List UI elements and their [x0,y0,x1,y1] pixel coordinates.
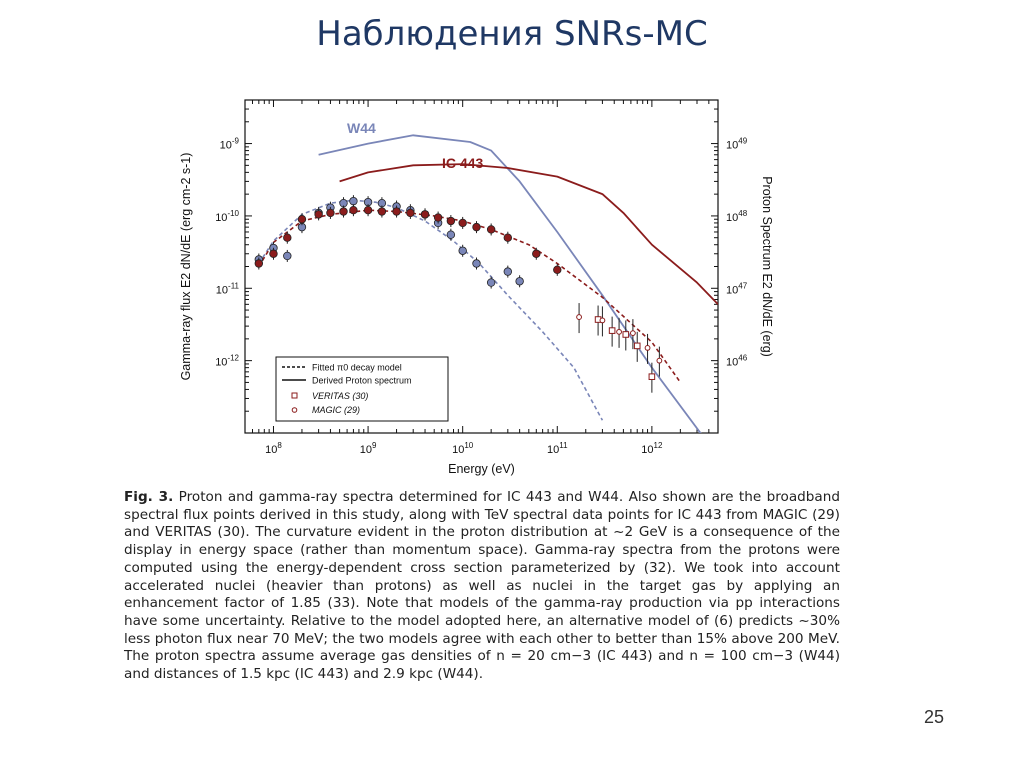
data-point-ic443 [284,234,292,242]
data-point-w44 [504,268,512,276]
veritas-point [634,343,640,349]
data-point-w44 [284,252,292,260]
veritas-point [623,332,629,338]
annotation-ic443: IC 443 [442,155,484,171]
data-point-w44 [447,231,455,239]
data-point-ic443 [393,208,401,216]
data-point-ic443 [364,206,372,214]
figure-caption [124,489,840,684]
data-point-ic443 [459,219,467,227]
magic-point [577,315,582,320]
data-point-ic443 [473,223,481,231]
data-point-ic443 [447,217,455,225]
data-point-ic443 [350,206,358,214]
data-point-ic443 [434,214,442,222]
x-axis-label: Energy (eV) [448,462,515,476]
data-point-ic443 [504,234,512,242]
proton-curve-ic443 [340,164,718,304]
data-point-w44 [487,279,495,287]
data-point-ic443 [315,211,323,219]
y-axis-label: Gamma-ray flux E2 dN/dE (erg cm-2 s-1) [179,152,193,381]
veritas-point [609,328,615,334]
data-point-w44 [516,277,524,285]
y2-tick-label: $10^{48}$ [726,208,748,224]
data-point-ic443 [378,208,386,216]
y-tick-label: $10^{-11}$ [215,281,239,297]
data-point-w44 [350,197,358,205]
x-tick-label: $10^{10}$ [452,441,474,456]
label-layer [179,120,774,476]
veritas-point [649,374,655,380]
x-tick-label: $10^{11}$ [546,441,568,456]
legend-entry-veritas: VERITAS (30) [312,391,369,401]
caption-text: Proton and gamma-ray spectra determined for IC 443 and W44. Also shown are the broadband spectral flux points derived in this study, along with TeV spectral data points for IC 443 from MAGIC (29) and VERITAS (30). The curvature evident in the proton distribution at ~2 GeV is a consequence of the display in energy space (rather than momentum space). Gamma-ray spectra from the protons were computed using the energy-dependent cross section parameterized by (32). We took into account accelerated nuclei (heavier than protons) as well as nuclei in the target gas by applying an enhancement factor of 1.85 (33). Note that models of the gamma-ray production via pp interactions have some uncertainty. Relative to the model adopted here, an alternative model of (6) predicts ~30% less photon flux near 70 MeV; the two models agree with each other to better than 15% above 200 MeV. The proton spectra assume average gas densities of n = 20 cm−3 (IC 443) and n = 100 cm−3 (W44) and distances of 1.5 kpc (IC 443) and 2.9 kpc (W44). [124,489,840,683]
x-tick-label: $10^8$ [265,441,282,456]
y-tick-label: $10^{-10}$ [215,208,239,224]
data-point-ic443 [327,209,335,217]
y-tick-label: $10^{-9}$ [219,136,239,152]
data-point-ic443 [487,226,495,234]
magic-point [630,331,635,336]
data-point-ic443 [532,250,540,258]
data-point-w44 [459,247,467,255]
legend-entry-magic: MAGIC (29) [312,405,361,415]
y-tick-label: $10^{-12}$ [215,353,239,369]
data-point-ic443 [340,208,348,216]
slide-title: Наблюдения SNRs-MC [316,14,708,54]
x-tick-label: $10^{12}$ [641,441,663,456]
y2-axis-label: Proton Spectrum E2 dN/dE (erg) [760,176,774,357]
data-point-w44 [473,260,481,268]
magic-point [645,345,650,350]
y2-tick-label: $10^{47}$ [726,281,748,297]
legend-entry-proton: Derived Proton spectrum [312,375,412,386]
data-point-ic443 [270,250,278,258]
legend [276,357,448,421]
magic-point [657,358,662,363]
magic-point [600,318,605,323]
y2-tick-label: $10^{49}$ [726,136,748,152]
data-point-ic443 [407,209,415,217]
data-point-ic443 [553,266,561,274]
annotation-w44: W44 [347,120,376,136]
page-number: 25 [924,707,945,727]
legend-entry-pi0: Fitted π0 decay model [312,362,402,373]
x-tick-label: $10^9$ [359,441,377,456]
magic-point [617,329,622,334]
y2-tick-label: $10^{46}$ [726,353,748,369]
data-point-ic443 [255,260,263,268]
caption-fig-label: Fig. 3. [124,489,174,505]
data-point-ic443 [421,211,429,219]
data-point-ic443 [298,215,306,223]
